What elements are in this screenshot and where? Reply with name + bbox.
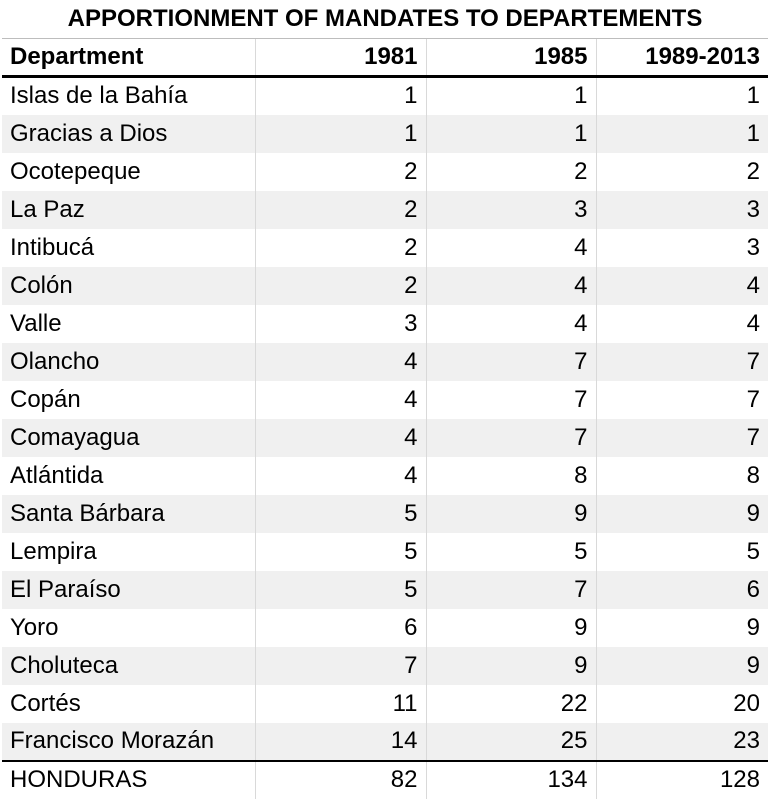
cell-1989-2013: 4 — [596, 305, 768, 343]
cell-1985: 7 — [426, 343, 596, 381]
total-1985: 134 — [426, 761, 596, 799]
cell-department: Cortés — [2, 685, 255, 723]
cell-department: Lempira — [2, 533, 255, 571]
table-row — [2, 229, 768, 267]
cell-1989-2013: 23 — [596, 723, 768, 761]
header-1989-2013: 1989-2013 — [596, 39, 768, 77]
cell-1989-2013: 7 — [596, 419, 768, 457]
table-row — [2, 723, 768, 761]
cell-department: Santa Bárbara — [2, 495, 255, 533]
cell-1981: 3 — [255, 305, 426, 343]
cell-1981: 2 — [255, 229, 426, 267]
header-department: Department — [2, 39, 255, 77]
cell-1985: 3 — [426, 191, 596, 229]
cell-1985: 7 — [426, 381, 596, 419]
cell-1981: 4 — [255, 381, 426, 419]
header-row — [2, 39, 768, 77]
total-label: HONDURAS — [2, 761, 255, 799]
table-row — [2, 571, 768, 609]
cell-department: La Paz — [2, 191, 255, 229]
cell-1981: 1 — [255, 115, 426, 153]
cell-1981: 11 — [255, 685, 426, 723]
cell-1989-2013: 7 — [596, 381, 768, 419]
table-row — [2, 77, 768, 115]
apportionment-table — [2, 38, 768, 799]
cell-1981: 2 — [255, 191, 426, 229]
table-row — [2, 191, 768, 229]
table-row — [2, 419, 768, 457]
cell-1985: 5 — [426, 533, 596, 571]
cell-1981: 4 — [255, 419, 426, 457]
table-row — [2, 533, 768, 571]
cell-1985: 1 — [426, 115, 596, 153]
cell-department: Olancho — [2, 343, 255, 381]
table-row — [2, 305, 768, 343]
cell-1985: 8 — [426, 457, 596, 495]
table-row — [2, 153, 768, 191]
cell-1989-2013: 9 — [596, 647, 768, 685]
cell-1981: 4 — [255, 457, 426, 495]
cell-1985: 4 — [426, 267, 596, 305]
cell-1985: 4 — [426, 229, 596, 267]
cell-1985: 1 — [426, 77, 596, 115]
cell-1989-2013: 7 — [596, 343, 768, 381]
table-row — [2, 457, 768, 495]
cell-1989-2013: 9 — [596, 609, 768, 647]
cell-1981: 2 — [255, 153, 426, 191]
cell-1981: 5 — [255, 571, 426, 609]
cell-1981: 5 — [255, 533, 426, 571]
table-row — [2, 647, 768, 685]
cell-1989-2013: 3 — [596, 229, 768, 267]
cell-department: Colón — [2, 267, 255, 305]
cell-1989-2013: 20 — [596, 685, 768, 723]
header-1985: 1985 — [426, 39, 596, 77]
cell-department: Comayagua — [2, 419, 255, 457]
cell-department: El Paraíso — [2, 571, 255, 609]
cell-1981: 4 — [255, 343, 426, 381]
cell-1981: 1 — [255, 77, 426, 115]
cell-1981: 5 — [255, 495, 426, 533]
cell-1989-2013: 1 — [596, 77, 768, 115]
cell-department: Gracias a Dios — [2, 115, 255, 153]
table-row — [2, 381, 768, 419]
cell-1989-2013: 1 — [596, 115, 768, 153]
cell-department: Intibucá — [2, 229, 255, 267]
table-row — [2, 343, 768, 381]
cell-1985: 2 — [426, 153, 596, 191]
cell-department: Francisco Morazán — [2, 723, 255, 761]
cell-1981: 14 — [255, 723, 426, 761]
table-row — [2, 685, 768, 723]
total-1989-2013: 128 — [596, 761, 768, 799]
cell-1989-2013: 2 — [596, 153, 768, 191]
cell-1985: 9 — [426, 647, 596, 685]
cell-1985: 4 — [426, 305, 596, 343]
cell-1985: 22 — [426, 685, 596, 723]
cell-1985: 7 — [426, 419, 596, 457]
cell-1985: 7 — [426, 571, 596, 609]
cell-1989-2013: 5 — [596, 533, 768, 571]
table-row — [2, 267, 768, 305]
total-1981: 82 — [255, 761, 426, 799]
cell-1985: 9 — [426, 495, 596, 533]
cell-1989-2013: 8 — [596, 457, 768, 495]
table-row — [2, 609, 768, 647]
cell-1981: 2 — [255, 267, 426, 305]
cell-1981: 7 — [255, 647, 426, 685]
cell-department: Yoro — [2, 609, 255, 647]
cell-1989-2013: 9 — [596, 495, 768, 533]
cell-1989-2013: 4 — [596, 267, 768, 305]
header-1981: 1981 — [255, 39, 426, 77]
cell-1985: 25 — [426, 723, 596, 761]
cell-department: Copán — [2, 381, 255, 419]
cell-department: Choluteca — [2, 647, 255, 685]
cell-department: Ocotepeque — [2, 153, 255, 191]
cell-1989-2013: 3 — [596, 191, 768, 229]
total-row — [2, 761, 768, 799]
cell-department: Atlántida — [2, 457, 255, 495]
cell-1989-2013: 6 — [596, 571, 768, 609]
cell-department: Islas de la Bahía — [2, 77, 255, 115]
cell-1981: 6 — [255, 609, 426, 647]
cell-1985: 9 — [426, 609, 596, 647]
table-row — [2, 115, 768, 153]
cell-department: Valle — [2, 305, 255, 343]
table-title: APPORTIONMENT OF MANDATES TO DEPARTEMENTS — [67, 5, 703, 32]
table-row — [2, 495, 768, 533]
table-body — [2, 77, 768, 761]
